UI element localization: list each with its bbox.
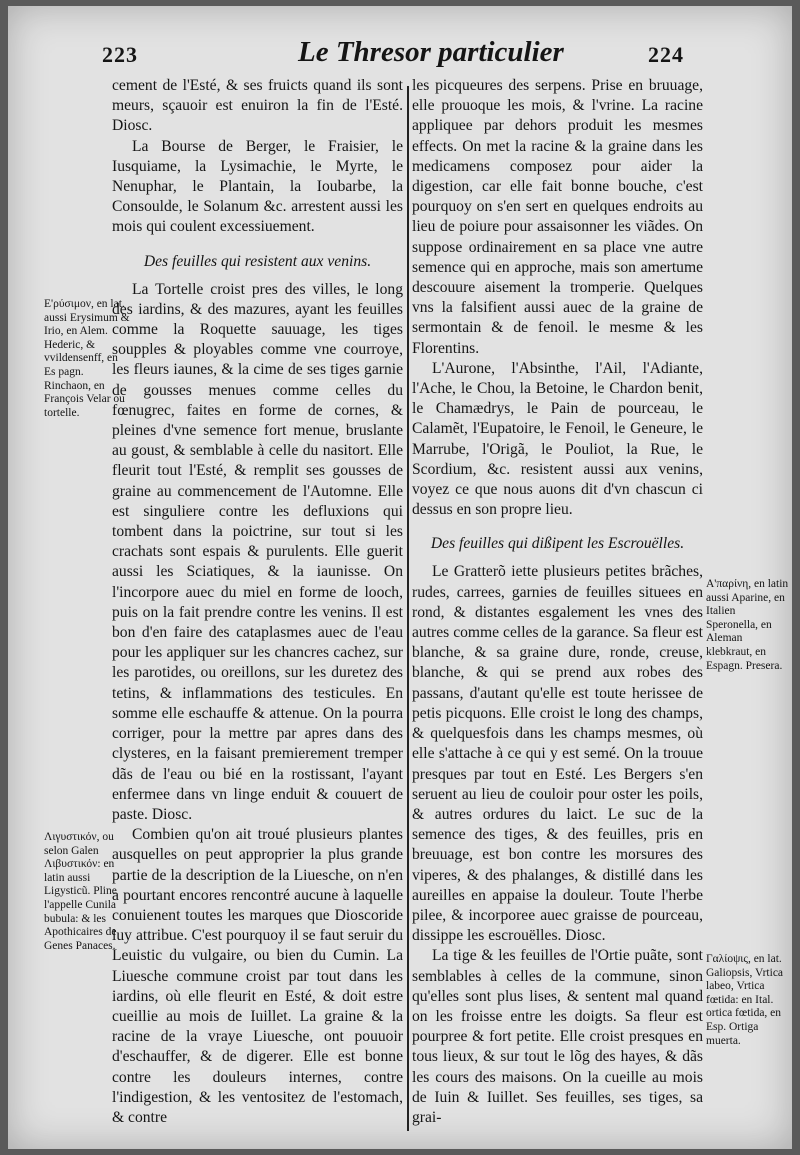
page-number-left: 223 [102,42,138,67]
paragraph: La Tortelle croist pres des villes, le long des iardins, & des mazures, ayant les feuilles comme la Roquette sauuage, les tiges soupples & ployables comme vne courroye, les fleurs iaunes, & la cime de ses tiges garnie de gousses menues comme celles du fœnugrec, faites en forme de cornes, & pleines d'vne semence fort menue, bruslante au goust, & semblable à celle du nasitort. Elle fleurit tout l'Esté, & remplit ses gousses de graine au commencement de l'Automne. Elle est singuliere contre les defluxions qui tombent dans la poictrine, sur tout si les crachats sont espais & purulents. Elle guerit aussi les Sciatiques, & la iaunisse. On l'incorpore auec du miel en forme de looch, puis on la fait prendre contre les venins. Il est bon d'en faire des cataplasmes auec de l'eau pour les appliquer sur les chancres cachez, sur les parotides, ou oreillons, sur les duretez des tetins, & inflammations des testicules. En somme elle eschauffe & attenue. On la pourra corriger, pour la mettre par apres dans des clysteres, en la faisant premierement tremper dãs de l'eau ou bié en la rostissant, l'ayant enfermee dans vn linge enduit & couuert de paste. Diosc. [112,280,403,823]
margin-note: Ε'ρύσιμον, en lat. aussi Erysimum & Irio, en Alem. Hederic, & vvildensenff, en Es pagn. Rinchaon, en François Velar ou tortelle. [44,298,130,419]
paragraph: La tige & les feuilles de l'Ortie puãte, sont semblables à celles de la commune, sinon qu'elles sont plus lises, & sentent mal quand on les froisse entre les doigts. Sa fleur est pourpree & fort petite. Elle croist presques en tous lieux, & sur tout le lõg des hayes, & dãs les cours des maisons. On la cueille au mois de Iuin & Iuillet. Ses feuilles, ses tiges, sa grai- [412,947,703,1126]
running-header [8,36,792,76]
running-title: Le Thresor particulier [298,36,564,68]
paragraph: La Bourse de Berger, le Fraisier, le Iusquiame, la Lysimachie, le Myrte, le Nenuphar, le Plantain, la Ioubarbe, la Consoulde, le Solanum &c. arrestent aussi les mois qui coulent excessiuement. [112,137,403,236]
paragraph: L'Aurone, l'Absinthe, l'Ail, l'Adiante, l'Ache, le Chou, la Betoine, le Chardon benit, le Chamædrys, le Pain de pourceau, le Calamẽt, l'Eupatoire, le Fenoil, le Geneure, le Marrube, l'Origã, le Pouliot, la Rue, le Scordium, &c. resistent aussi aux venins, voyez ce que nous auons dit d'vn chascun ci dessus en son propre lieu. [412,359,703,519]
paragraph: les picqueures des serpens. Prise en bruuage, elle prouoque les mois, & l'vrine. La racine appliquee par dehors produit les mesmes effects. On met la racine & la graine dans les medicamens composez pour aider la digestion, car elle fait bonne bouche, c'est pourquoy on s'en sert en quelques endroits au lieu de poiure pour assaisonner les viãdes. On suppose ordinairement en sa place vne autre semence qui en approche, mais son amertume descouure aisement la tromperie. Quelques vns la falsifient aussi auec de la graine de sermontain & de fenoil. le mesme & les Florentins. [412,77,703,357]
book-page [8,6,792,1149]
margin-note: Γαλίοψις, en lat. Galiopsis, Vrtica labeo, Vrtica fœtida: en Ital. ortica fœtida, en Esp. Ortiga muerta. [706,953,784,1047]
margin-note: Λιγυστικόν, ou selon Galen Λιβυστικόν: en latin aussi Ligysticũ. Pline l'appelle Cunila bubula: & les Apothicaires de Genes Panaces. [44,831,117,952]
page-number-right: 224 [648,42,684,67]
paragraph: Le Gratterõ iette plusieurs petites brãches, rudes, carrees, garnies de feuilles situees en rond, & distantes esgalement les vnes des autres comme celles de la garance. Sa fleur est blanche, & sa graine dure, ronde, creuse, blanche, & qui se prend aux robes des passans, d'autant qu'elle est toute herissee de petis picquons. Elle croist le long des champs, & quelquesfois dans les champs mesmes, où elle s'attache à ce qui y est semé. On la trouue presques par tout en Esté. Les Bergers s'en seruent au lieu de couloir pour oster les poils, & autres ordures du laict. Le suc de la semence des tiges, & des feuilles, pris en breuuage, est bon contre les morsures des viperes, & des phalanges, & distillé dans les aureilles en appaise la douleur. Toute l'herbe pilee, & incorporee auec graisse de pourceau, dissippe les escrouëlles. Diosc. [412,563,703,945]
section-heading: Des feuilles qui resistent aux venins. [143,252,372,270]
right-column [412,76,703,1128]
column-divider [407,86,409,1131]
paragraph: Combien qu'on ait troué plusieurs plantes ausquelles on peut approprier la plus grande partie de la description de la Liuesche, on n'en a pourtant encores rencontré aucune à laquelle conuienent toutes les marques que Dioscoride luy attribue. C'est pourquoy il se faut seruir du Leuistic du vulgaire, ou bien du Cumin. La Liuesche commune croist par tout dans les iardins, où elle fleurit en Esté, & doit estre cueillie au mois de Iuillet. La graine & la racine de la vraye Liuesche, ont pouuoir d'eschauffer, & de digerer. Elle est bonne contre les douleurs internes, contre l'indigestion, & les ventositez de l'estomach, & contre [112,826,403,1126]
left-column [112,76,403,1128]
paragraph: cement de l'Esté, & ses fruicts quand ils sont meurs, sçauoir est enuiron la fin de l'Esté. Diosc. [112,77,403,135]
margin-note: Α'παρίνη, en latin aussi Aparine, en Italien Speronella, en Aleman klebkraut, en Espagn. Presera. [706,578,789,672]
section-heading: Des feuilles qui dißipent les Escrouëlles. [430,535,685,553]
